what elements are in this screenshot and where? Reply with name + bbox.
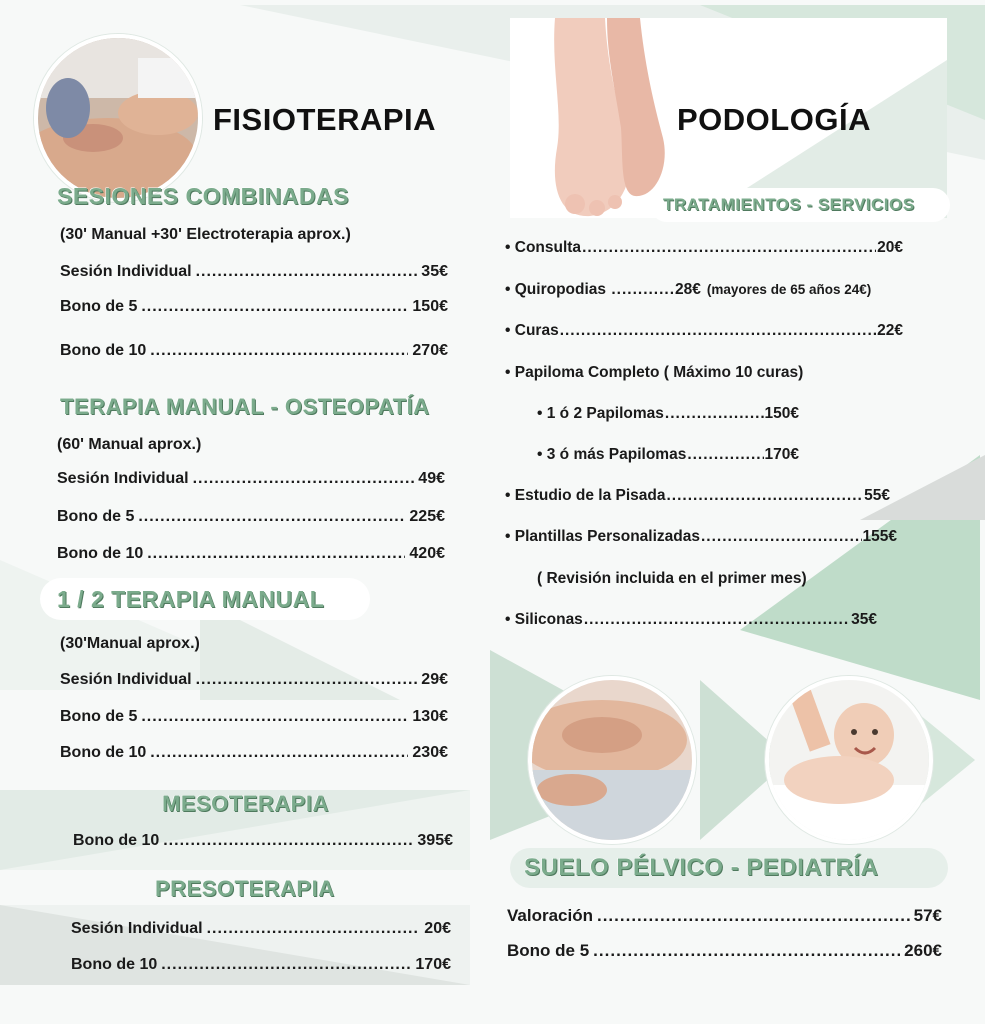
dot-leader — [701, 528, 862, 546]
price-row — [57, 470, 445, 488]
dot-leader — [141, 708, 408, 726]
dot-leader — [667, 487, 864, 505]
price-row — [73, 832, 453, 850]
item-price: 28€ — [675, 281, 701, 298]
item-price: 150€ — [764, 405, 799, 422]
row-label: Bono de 5 — [507, 941, 590, 960]
dot-leader — [582, 239, 876, 257]
sesiones-combinadas-heading: SESIONES COMBINADAS — [57, 183, 349, 209]
row-label: Bono de 10 — [60, 342, 147, 359]
bullet: • — [505, 528, 511, 545]
row-price: 260€ — [904, 941, 942, 960]
terapia-manual-note: (60' Manual aprox.) — [57, 436, 202, 453]
dot-leader — [207, 920, 421, 938]
sesiones-combinadas-note: (30' Manual +30' Electroterapia aprox.) — [60, 226, 351, 243]
bullet: • — [537, 446, 543, 463]
list-item-quiropodias — [505, 281, 871, 299]
price-row — [60, 298, 448, 316]
list-item-estudio-pisada — [505, 487, 890, 505]
fisioterapia-title: FISIOTERAPIA — [213, 102, 437, 137]
baby-massage-photo — [765, 676, 933, 844]
terapia-manual-heading: TERAPIA MANUAL - OSTEOPATÍA — [60, 394, 430, 419]
media-terapia-note: (30'Manual aprox.) — [60, 635, 200, 652]
row-label: Bono de 10 — [57, 545, 144, 562]
row-price: 230€ — [412, 744, 448, 761]
podologia-title: PODOLOGÍA — [677, 102, 871, 137]
row-label: Sesión Individual — [60, 263, 192, 280]
bullet: • — [505, 487, 511, 504]
row-label: Sesión Individual — [60, 671, 192, 688]
row-price: 57€ — [913, 906, 942, 925]
item-price: 20€ — [877, 239, 903, 256]
row-price: 130€ — [412, 708, 448, 725]
row-price: 29€ — [421, 671, 448, 688]
row-price: 270€ — [412, 342, 448, 359]
dot-leader — [141, 298, 408, 316]
feet-photo — [545, 18, 675, 218]
row-label: Bono de 5 — [60, 298, 138, 315]
row-price: 49€ — [418, 470, 445, 487]
item-label: Estudio de la Pisada — [514, 487, 666, 504]
suelo-pelvico-heading: SUELO PÉLVICO - PEDIATRÍA — [524, 854, 879, 881]
list-item-siliconas — [505, 611, 877, 629]
row-price: 225€ — [409, 508, 445, 525]
item-label: Consulta — [514, 239, 582, 256]
dot-leader — [196, 671, 418, 689]
row-price: 35€ — [421, 263, 448, 280]
row-label: Sesión Individual — [57, 470, 189, 487]
dot-leader — [163, 832, 413, 850]
price-row — [71, 956, 451, 974]
baby-massage-icon — [769, 680, 929, 840]
price-row — [60, 671, 448, 689]
price-row — [57, 508, 445, 526]
dot-leader — [150, 342, 408, 360]
price-row — [71, 920, 451, 938]
massage-back-photo — [34, 34, 202, 202]
price-row — [57, 545, 445, 563]
bullet: • — [505, 281, 511, 298]
list-item-consulta — [505, 239, 903, 257]
massage-back-icon — [38, 38, 198, 198]
list-item-plantillas — [505, 528, 897, 546]
list-item-papiloma-1-2 — [537, 405, 799, 423]
row-price: 150€ — [412, 298, 448, 315]
bullet: • — [505, 239, 511, 256]
row-price: 20€ — [424, 920, 451, 937]
dot-leader — [584, 611, 850, 629]
dot-leader — [138, 508, 405, 526]
row-label: Bono de 10 — [60, 744, 147, 761]
item-label: Quiropodias — [514, 281, 607, 298]
row-label: Bono de 5 — [60, 708, 138, 725]
dot-leader — [593, 941, 900, 961]
list-item-curas — [505, 322, 903, 340]
item-price: 22€ — [877, 322, 903, 339]
bullet: • — [505, 364, 511, 381]
price-row — [60, 263, 448, 281]
price-row — [60, 342, 448, 360]
mesoterapia-heading: MESOTERAPIA — [162, 791, 329, 816]
item-price: 35€ — [851, 611, 877, 628]
dot-leader — [597, 906, 910, 926]
price-row — [60, 744, 448, 762]
row-label: Sesión Individual — [71, 920, 203, 937]
dot-leader — [161, 956, 411, 974]
item-label: Curas — [514, 322, 559, 339]
list-item-papiloma — [505, 364, 803, 382]
abdominal-massage-photo — [528, 676, 696, 844]
item-price: 155€ — [862, 528, 897, 545]
dot-leader — [687, 446, 763, 464]
price-row — [507, 941, 942, 961]
item-price: 170€ — [764, 446, 799, 463]
abdominal-massage-icon — [532, 680, 692, 840]
price-row — [60, 708, 448, 726]
item-label: Plantillas Personalizadas — [514, 528, 700, 545]
dot-leader — [193, 470, 415, 488]
dot-leader — [150, 744, 408, 762]
dot-leader — [147, 545, 405, 563]
item-label: 3 ó más Papilomas — [546, 446, 687, 463]
row-price: 420€ — [409, 545, 445, 562]
bullet: • — [537, 405, 543, 422]
list-item-papiloma-3 — [537, 446, 799, 464]
item-extra: (mayores de 65 años 24€) — [706, 282, 872, 297]
item-label: Siliconas — [514, 611, 583, 628]
dot-leader: ............ — [606, 281, 676, 298]
media-terapia-heading: 1 / 2 TERAPIA MANUAL — [57, 586, 325, 612]
row-price: 395€ — [417, 832, 453, 849]
plantillas-note: ( Revisión incluida en el primer mes) — [537, 570, 807, 587]
item-label: 1 ó 2 Papilomas — [546, 405, 664, 422]
dot-leader — [196, 263, 418, 281]
bullet: • — [505, 322, 511, 339]
presoterapia-heading: PRESOTERAPIA — [155, 876, 335, 901]
row-label: Valoración — [507, 906, 593, 925]
row-label: Bono de 10 — [71, 956, 158, 973]
dot-leader — [665, 405, 764, 423]
item-label: Papiloma Completo ( Máximo 10 curas) — [514, 364, 804, 381]
row-price: 170€ — [415, 956, 451, 973]
bullet: • — [505, 611, 511, 628]
podologia-subheading: TRATAMIENTOS - SERVICIOS — [663, 195, 915, 214]
price-row — [507, 906, 942, 926]
row-label: Bono de 5 — [57, 508, 135, 525]
row-label: Bono de 10 — [73, 832, 160, 849]
dot-leader — [560, 322, 876, 340]
item-price: 55€ — [864, 487, 890, 504]
